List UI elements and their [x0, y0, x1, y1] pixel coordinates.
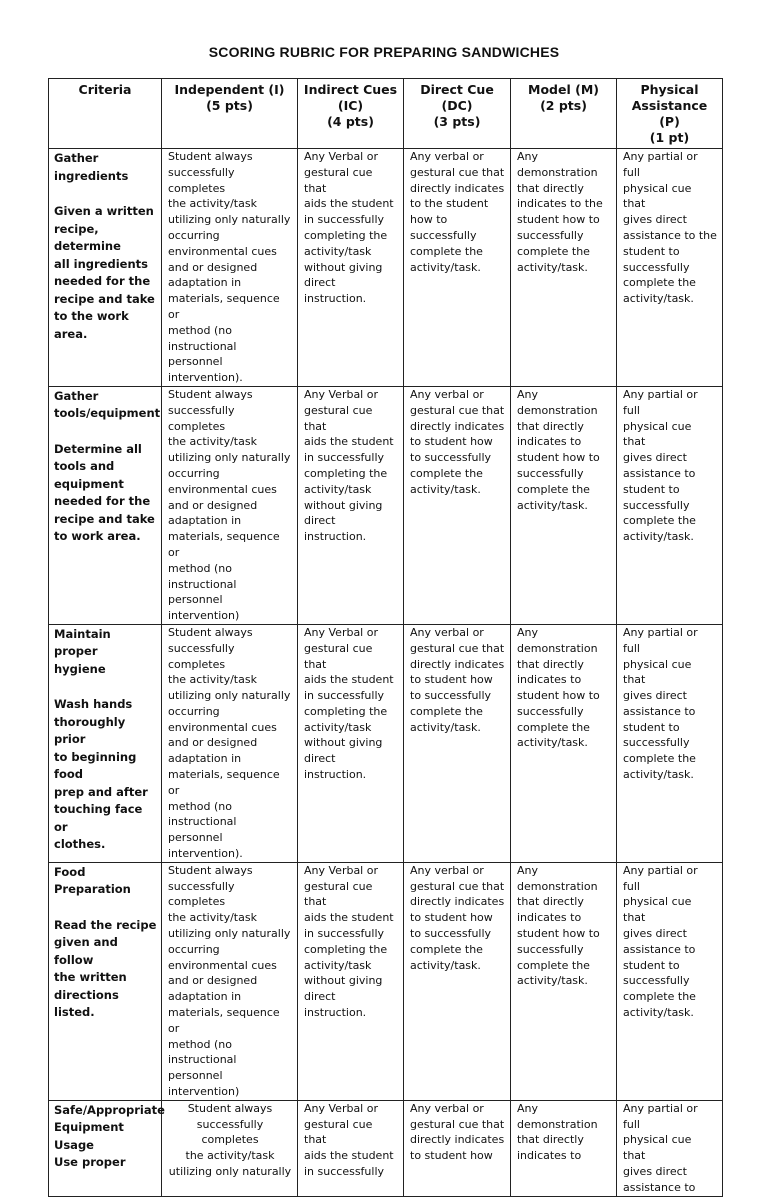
- model-cell: Any demonstration that directly indicates to student how to successfully complete the activity/task.: [511, 862, 617, 1100]
- criteria-description: Wash hands thoroughly prior to beginning food prep and after touching face or clothes.: [54, 697, 148, 852]
- physical-assistance-cell: Any partial or full physical cue that gives direct assistance to: [617, 1100, 723, 1196]
- direct-cue-cell: Any verbal or gestural cue that directly indicates to student how: [404, 1100, 511, 1196]
- table-row: [49, 149, 723, 387]
- page-title: SCORING RUBRIC FOR PREPARING SANDWICHES: [208, 44, 560, 60]
- criteria-name: Safe/Appropriate Equipment Usage Use proper: [54, 1102, 165, 1170]
- indirect-cues-cell: Any Verbal or gestural cue that aids the student in successfully completing the activity/task without giving direct instruction.: [298, 149, 404, 387]
- header-physical-assistance: Physical Assistance (P) (1 pt): [617, 79, 723, 149]
- header-indirect-cues: Indirect Cues (IC) (4 pts): [298, 79, 404, 149]
- indirect-cues-cell: Any Verbal or gestural cue that aids the student in successfully completing the activity/task without giving direct instruction.: [298, 624, 404, 862]
- criteria-description: Read the recipe given and follow the written directions listed.: [54, 917, 157, 1020]
- direct-cue-cell: Any verbal or gestural cue that directly indicates to the student how to successfully complete the activity/task.: [404, 149, 511, 387]
- direct-cue-cell: Any verbal or gestural cue that directly indicates to student how to successfully complete the activity/task.: [404, 624, 511, 862]
- independent-cell: Student always successfully completes the activity/task utilizing only naturally: [162, 1100, 298, 1196]
- indirect-cues-cell: Any Verbal or gestural cue that aids the student in successfully: [298, 1100, 404, 1196]
- criteria-cell: [49, 386, 162, 624]
- model-cell: Any demonstration that directly indicates to: [511, 1100, 617, 1196]
- physical-assistance-cell: Any partial or full physical cue that gives direct assistance to student to successfully complete the activity/task.: [617, 386, 723, 624]
- criteria-name: Food Preparation: [54, 864, 131, 897]
- table-row: [49, 624, 723, 862]
- model-cell: Any demonstration that directly indicates to student how to successfully complete the activity/task.: [511, 624, 617, 862]
- header-direct-cue: Direct Cue (DC) (3 pts): [404, 79, 511, 149]
- criteria-cell: [49, 624, 162, 862]
- table-row: [49, 386, 723, 624]
- indirect-cues-cell: Any Verbal or gestural cue that aids the student in successfully completing the activity/task without giving direct instruction.: [298, 386, 404, 624]
- criteria-cell: [49, 1100, 165, 1196]
- independent-cell: Student always successfully completes the activity/task utilizing only naturally occurring environmental cues and or designed adaptation in materials, sequence or method (no instructional personnel intervention): [162, 862, 298, 1100]
- independent-cell: Student always successfully completes the activity/task utilizing only naturally occurring environmental cues and or designed adaptation in materials, sequence or method (no instructional personnel intervention).: [162, 149, 298, 387]
- criteria-name: Gather tools/equipment: [54, 388, 161, 421]
- physical-assistance-cell: Any partial or full physical cue that gives direct assistance to the student to successfully complete the activity/task.: [617, 149, 723, 387]
- physical-assistance-cell: Any partial or full physical cue that gives direct assistance to student to successfully complete the activity/task.: [617, 862, 723, 1100]
- physical-assistance-cell: Any partial or full physical cue that gives direct assistance to student to successfully complete the activity/task.: [617, 624, 723, 862]
- criteria-description: Given a written recipe, determine all ingredients needed for the recipe and take to the work area.: [54, 204, 155, 341]
- model-cell: Any demonstration that directly indicates to the student how to successfully complete the activity/task.: [511, 149, 617, 387]
- criteria-name: Maintain proper hygiene: [54, 626, 111, 676]
- rubric-table: [48, 78, 723, 1197]
- direct-cue-cell: Any verbal or gestural cue that directly indicates to student how to successfully complete the activity/task.: [404, 862, 511, 1100]
- independent-cell: Student always successfully completes the activity/task utilizing only naturally occurring environmental cues and or designed adaptation in materials, sequence or method (no instructional personnel intervention).: [162, 624, 298, 862]
- model-cell: Any demonstration that directly indicates to student how to successfully complete the activity/task.: [511, 386, 617, 624]
- header-independent: Independent (I) (5 pts): [162, 79, 298, 149]
- header-row: [49, 79, 723, 149]
- table-row: [49, 1100, 723, 1196]
- header-criteria: Criteria: [49, 79, 162, 149]
- header-model: Model (M) (2 pts): [511, 79, 617, 149]
- indirect-cues-cell: Any Verbal or gestural cue that aids the student in successfully completing the activity/task without giving direct instruction.: [298, 862, 404, 1100]
- criteria-cell: [49, 149, 162, 387]
- criteria-cell: [49, 862, 162, 1100]
- criteria-name: Gather ingredients: [54, 151, 129, 183]
- independent-cell: Student always successfully completes the activity/task utilizing only naturally occurring environmental cues and or designed adaptation in materials, sequence or method (no instructional personnel intervention): [162, 386, 298, 624]
- direct-cue-cell: Any verbal or gestural cue that directly indicates to student how to successfully complete the activity/task.: [404, 386, 511, 624]
- criteria-description: Determine all tools and equipment needed for the recipe and take to work area.: [54, 441, 155, 544]
- table-row: [49, 862, 723, 1100]
